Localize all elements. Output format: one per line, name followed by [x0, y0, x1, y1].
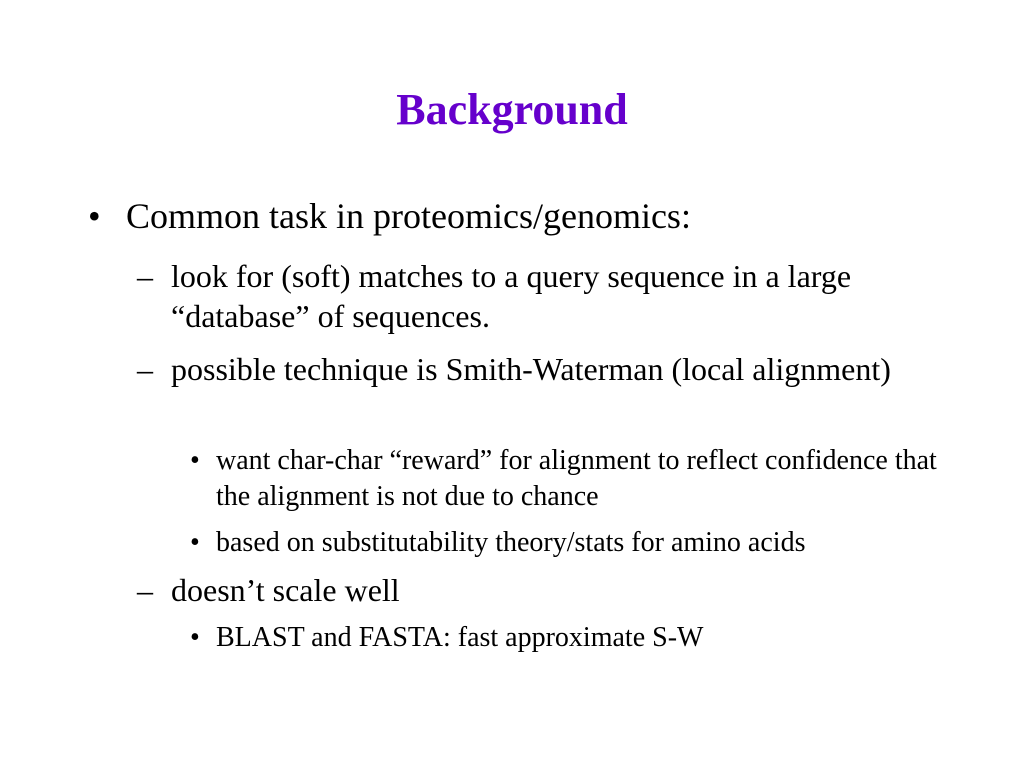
- bullet-text: based on substitutability theory/stats for amino acids: [216, 527, 806, 558]
- bullet-level2: [137, 570, 941, 610]
- bullet-text: want char-char “reward” for alignment to reflect confidence that the alignment is not due to chance: [216, 445, 937, 512]
- bullet-level3: [190, 620, 946, 656]
- bullet-text: look for (soft) matches to a query sequence in a large “database” of sequences.: [171, 258, 852, 334]
- dash-marker: –: [137, 572, 153, 608]
- bullet-level3: [190, 443, 946, 515]
- bullet-level3: [190, 525, 946, 561]
- bullet-text: possible technique is Smith-Waterman (local alignment): [171, 351, 891, 387]
- bullet-text: BLAST and FASTA: fast approximate S-W: [216, 622, 704, 653]
- dash-marker: –: [137, 351, 153, 387]
- bullet-marker: •: [88, 196, 101, 236]
- dash-marker: –: [137, 258, 153, 294]
- bullet-marker: •: [190, 445, 200, 476]
- slide-title: Background: [396, 85, 628, 134]
- bullet-level1: [88, 194, 691, 238]
- bullet-text: Common task in proteomics/genomics:: [126, 196, 691, 236]
- bullet-level2: [137, 349, 941, 389]
- bullet-marker: •: [190, 622, 200, 653]
- bullet-marker: •: [190, 527, 200, 558]
- bullet-level2: [137, 256, 941, 336]
- bullet-text: doesn’t scale well: [171, 572, 400, 608]
